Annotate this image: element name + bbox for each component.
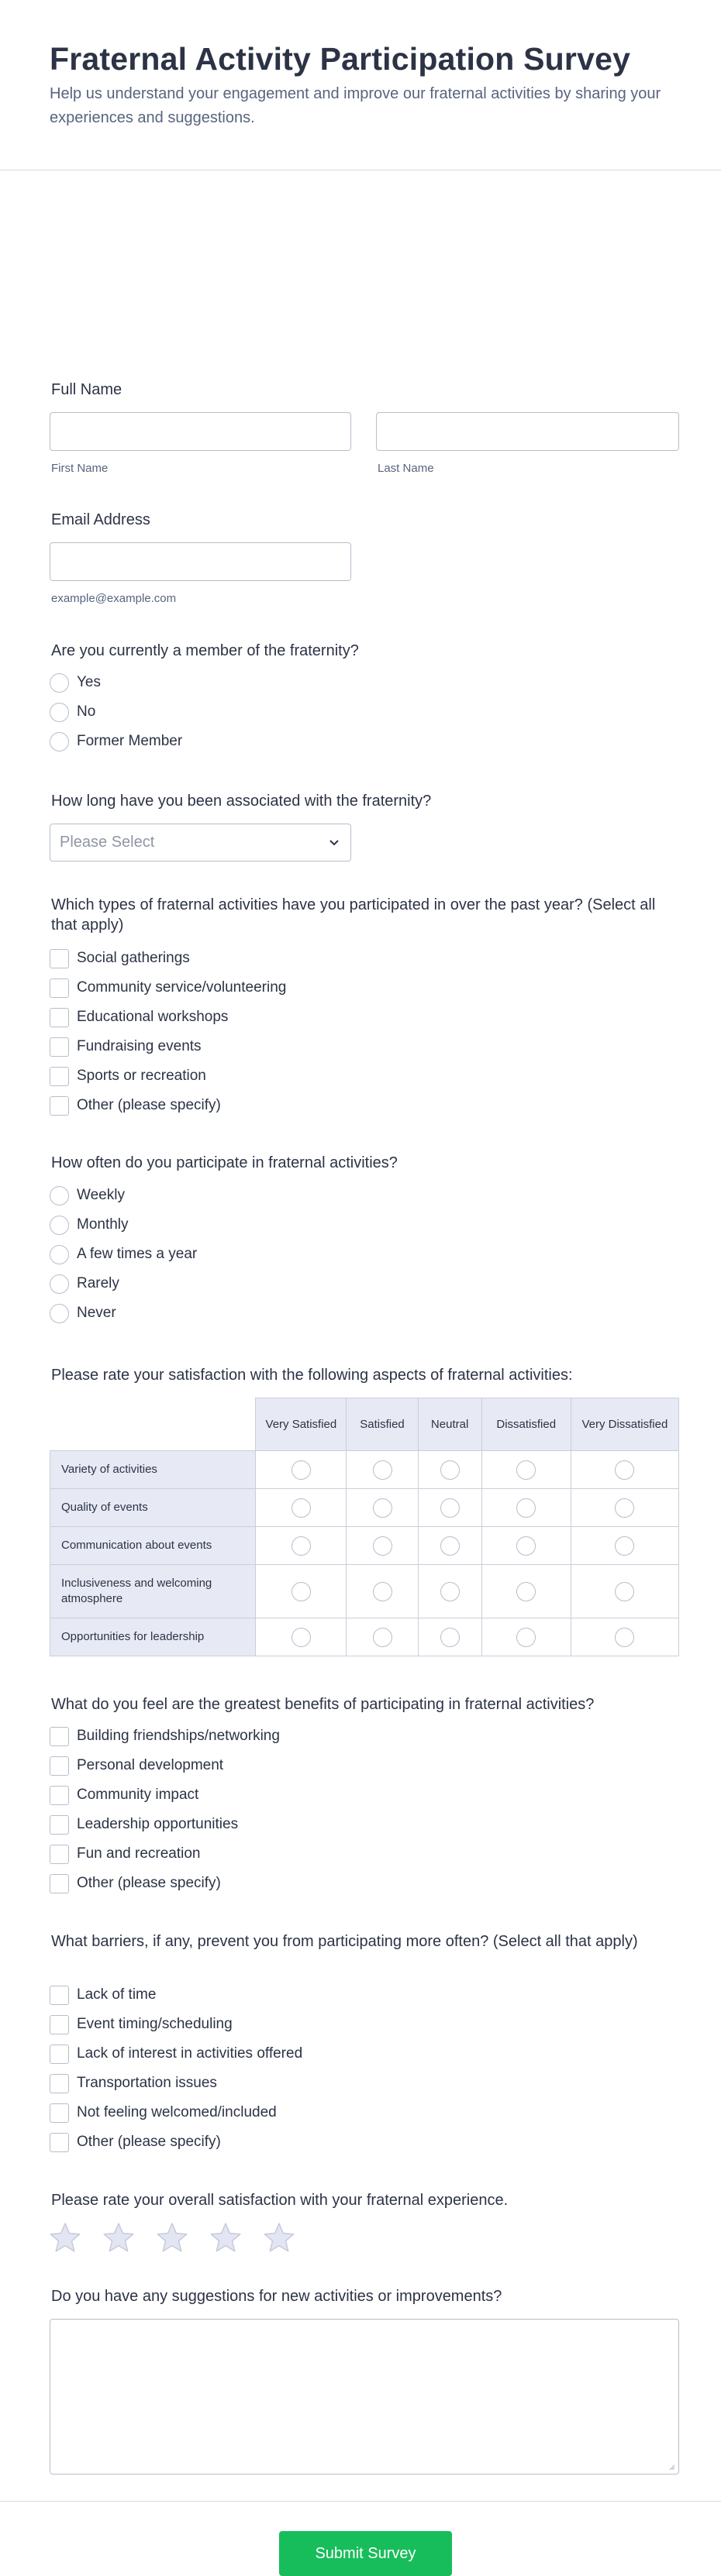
matrix-cell[interactable]	[418, 1489, 481, 1527]
radio-button[interactable]	[50, 703, 69, 722]
submit-button[interactable]: Submit Survey	[279, 2531, 452, 2576]
matrix-column-header: Neutral	[418, 1398, 481, 1451]
radio-button[interactable]	[50, 1186, 69, 1205]
star-icon[interactable]	[48, 2221, 82, 2255]
radio-button[interactable]	[373, 1582, 392, 1601]
checkbox[interactable]	[50, 1845, 69, 1864]
matrix-row	[50, 1451, 679, 1489]
matrix-cell[interactable]	[347, 1527, 418, 1565]
matrix-cell[interactable]	[347, 1618, 418, 1656]
matrix-column-header: Very Satisfied	[256, 1398, 347, 1451]
activity-types-options	[50, 944, 286, 1120]
barrier-option[interactable]: Not feeling welcomed/included	[50, 2098, 302, 2127]
radio-button[interactable]	[292, 1498, 311, 1518]
checkbox[interactable]	[50, 1037, 69, 1057]
radio-button[interactable]	[292, 1628, 311, 1647]
benefit-option[interactable]: Building friendships/networking	[50, 1721, 280, 1751]
star-rating	[48, 2221, 316, 2255]
benefit-option[interactable]: Other (please specify)	[50, 1869, 280, 1898]
radio-button[interactable]	[50, 673, 69, 693]
matrix-cell[interactable]	[481, 1489, 571, 1527]
membership-question: Are you currently a member of the fraternity?	[51, 642, 359, 659]
benefits-question: What do you feel are the greatest benefits of participating in fraternal activities?	[51, 1696, 595, 1713]
page-title: Fraternal Activity Participation Survey	[50, 41, 631, 77]
matrix-cell[interactable]	[571, 1618, 678, 1656]
last-name-sublabel: Last Name	[378, 462, 434, 475]
matrix-row	[50, 1527, 679, 1565]
matrix-cell[interactable]	[418, 1618, 481, 1656]
first-name-input[interactable]	[50, 412, 351, 451]
radio-button[interactable]	[440, 1536, 460, 1556]
checkbox[interactable]	[50, 1096, 69, 1116]
star-icon[interactable]	[155, 2221, 189, 2255]
star-icon[interactable]	[262, 2221, 296, 2255]
radio-button[interactable]	[440, 1582, 460, 1601]
benefit-option[interactable]: Community impact	[50, 1780, 280, 1810]
checkbox[interactable]	[50, 1727, 69, 1746]
matrix-row-header: Quality of events	[50, 1489, 256, 1527]
activity-option[interactable]: Educational workshops	[50, 1003, 286, 1032]
activity-option[interactable]: Other (please specify)	[50, 1091, 286, 1120]
matrix-row	[50, 1618, 679, 1656]
chevron-down-icon	[329, 839, 340, 847]
barriers-question: What barriers, if any, prevent you from participating more often? (Select all that apply)	[51, 1933, 638, 1950]
radio-button[interactable]	[615, 1460, 634, 1480]
matrix-cell[interactable]	[256, 1451, 347, 1489]
page-description: Help us understand your engagement and improve our fraternal activities by sharing your experiences and suggestions.	[50, 85, 661, 126]
barriers-options	[50, 1980, 302, 2157]
radio-button[interactable]	[292, 1536, 311, 1556]
radio-button[interactable]	[50, 1216, 69, 1235]
radio-button[interactable]	[50, 1304, 69, 1323]
checkbox[interactable]	[50, 1067, 69, 1086]
radio-button[interactable]	[440, 1628, 460, 1647]
radio-button[interactable]	[373, 1536, 392, 1556]
matrix-cell[interactable]	[347, 1451, 418, 1489]
checkbox[interactable]	[50, 2103, 69, 2123]
activity-types-question: Which types of fraternal activities have you participated in over the past year? (Select all that apply)	[51, 896, 656, 934]
matrix-column-header: Satisfied	[347, 1398, 418, 1451]
matrix-cell[interactable]	[571, 1565, 678, 1618]
overall-rating-question: Please rate your overall satisfaction with your fraternal experience.	[51, 2192, 509, 2209]
radio-button[interactable]	[292, 1460, 311, 1480]
matrix-row-header: Variety of activities	[50, 1451, 256, 1489]
radio-button[interactable]	[440, 1460, 460, 1480]
barrier-option[interactable]: Lack of interest in activities offered	[50, 2039, 302, 2069]
radio-button[interactable]	[516, 1582, 536, 1601]
matrix-cell[interactable]	[347, 1565, 418, 1618]
checkbox[interactable]	[50, 2133, 69, 2152]
association-select[interactable]	[50, 824, 351, 862]
email-input[interactable]	[50, 542, 351, 581]
radio-button[interactable]	[373, 1460, 392, 1480]
matrix-cell[interactable]	[571, 1451, 678, 1489]
benefit-option[interactable]: Leadership opportunities	[50, 1810, 280, 1839]
first-name-sublabel: First Name	[51, 462, 109, 475]
matrix-cell[interactable]	[256, 1565, 347, 1618]
suggestions-question: Do you have any suggestions for new activities or improvements?	[51, 2288, 502, 2305]
radio-button[interactable]	[440, 1498, 460, 1518]
barrier-option[interactable]: Other (please specify)	[50, 2127, 302, 2157]
benefits-options	[50, 1721, 280, 1898]
barrier-option[interactable]: Event timing/scheduling	[50, 2010, 302, 2039]
matrix-header-row	[50, 1398, 679, 1451]
checkbox[interactable]	[50, 1786, 69, 1805]
star-icon[interactable]	[102, 2221, 136, 2255]
checkbox[interactable]	[50, 2045, 69, 2064]
activity-option[interactable]: Social gatherings	[50, 944, 286, 973]
matrix-cell[interactable]	[481, 1451, 571, 1489]
radio-button[interactable]	[50, 1274, 69, 1294]
membership-option-yes[interactable]: Yes	[50, 668, 182, 697]
checkbox[interactable]	[50, 2015, 69, 2034]
matrix-cell[interactable]	[418, 1565, 481, 1618]
checkbox[interactable]	[50, 1986, 69, 2005]
checkbox[interactable]	[50, 949, 69, 968]
matrix-cell[interactable]	[347, 1489, 418, 1527]
matrix-cell[interactable]	[256, 1618, 347, 1656]
radio-button[interactable]	[516, 1628, 536, 1647]
benefit-option[interactable]: Personal development	[50, 1751, 280, 1780]
satisfaction-matrix	[50, 1398, 679, 1656]
checkbox[interactable]	[50, 1815, 69, 1835]
association-select-value: Please Select	[60, 834, 155, 851]
star-icon[interactable]	[209, 2221, 243, 2255]
membership-options	[50, 668, 182, 756]
association-question: How long have you been associated with the fraternity?	[51, 793, 432, 810]
matrix-cell[interactable]	[571, 1527, 678, 1565]
membership-option-no[interactable]: No	[50, 697, 182, 727]
checkbox[interactable]	[50, 1874, 69, 1893]
matrix-cell[interactable]	[256, 1489, 347, 1527]
matrix-cell[interactable]	[571, 1489, 678, 1527]
matrix-row-header: Communication about events	[50, 1527, 256, 1565]
suggestions-textarea[interactable]	[50, 2319, 679, 2475]
radio-button[interactable]	[373, 1628, 392, 1647]
frequency-option[interactable]: Weekly	[50, 1181, 197, 1210]
radio-button[interactable]	[516, 1498, 536, 1518]
resize-handle-icon[interactable]	[668, 2463, 675, 2471]
radio-button[interactable]	[292, 1582, 311, 1601]
activity-option[interactable]: Fundraising events	[50, 1032, 286, 1061]
radio-button[interactable]	[516, 1536, 536, 1556]
frequency-option[interactable]: Never	[50, 1298, 197, 1328]
radio-button[interactable]	[615, 1582, 634, 1601]
activity-option[interactable]: Community service/volunteering	[50, 973, 286, 1003]
radio-button[interactable]	[615, 1498, 634, 1518]
matrix-column-header: Dissatisfied	[481, 1398, 571, 1451]
checkbox[interactable]	[50, 978, 69, 998]
satisfaction-matrix-question: Please rate your satisfaction with the following aspects of fraternal activities:	[51, 1367, 573, 1384]
matrix-column-header: Very Dissatisfied	[571, 1398, 678, 1451]
footer-divider	[0, 2501, 721, 2502]
radio-button[interactable]	[516, 1460, 536, 1480]
email-label: Email Address	[51, 511, 150, 528]
matrix-cell[interactable]	[418, 1527, 481, 1565]
benefit-option[interactable]: Fun and recreation	[50, 1839, 280, 1869]
matrix-cell[interactable]	[481, 1618, 571, 1656]
matrix-cell[interactable]	[418, 1451, 481, 1489]
matrix-cell[interactable]	[256, 1527, 347, 1565]
form-header	[0, 0, 721, 170]
checkbox[interactable]	[50, 1756, 69, 1776]
matrix-row	[50, 1489, 679, 1527]
frequency-option[interactable]: Rarely	[50, 1269, 197, 1298]
checkbox[interactable]	[50, 2074, 69, 2093]
frequency-option[interactable]: A few times a year	[50, 1240, 197, 1269]
frequency-question: How often do you participate in fraternal activities?	[51, 1154, 398, 1171]
membership-option-former[interactable]: Former Member	[50, 727, 182, 756]
frequency-option[interactable]: Monthly	[50, 1210, 197, 1240]
matrix-row-header: Opportunities for leadership	[50, 1618, 256, 1656]
barrier-option[interactable]: Transportation issues	[50, 2069, 302, 2098]
matrix-row	[50, 1565, 679, 1618]
frequency-options	[50, 1181, 197, 1328]
matrix-row-header: Inclusiveness and welcoming atmosphere	[50, 1565, 256, 1618]
checkbox[interactable]	[50, 1008, 69, 1027]
matrix-cell[interactable]	[481, 1565, 571, 1618]
radio-button[interactable]	[373, 1498, 392, 1518]
radio-button[interactable]	[50, 732, 69, 751]
barrier-option[interactable]: Lack of time	[50, 1980, 302, 2010]
email-sublabel: example@example.com	[51, 592, 177, 605]
full-name-label: Full Name	[51, 381, 122, 398]
activity-option[interactable]: Sports or recreation	[50, 1061, 286, 1091]
radio-button[interactable]	[50, 1245, 69, 1264]
matrix-corner	[50, 1398, 256, 1451]
matrix-cell[interactable]	[481, 1527, 571, 1565]
radio-button[interactable]	[615, 1628, 634, 1647]
radio-button[interactable]	[615, 1536, 634, 1556]
last-name-input[interactable]	[376, 412, 679, 451]
